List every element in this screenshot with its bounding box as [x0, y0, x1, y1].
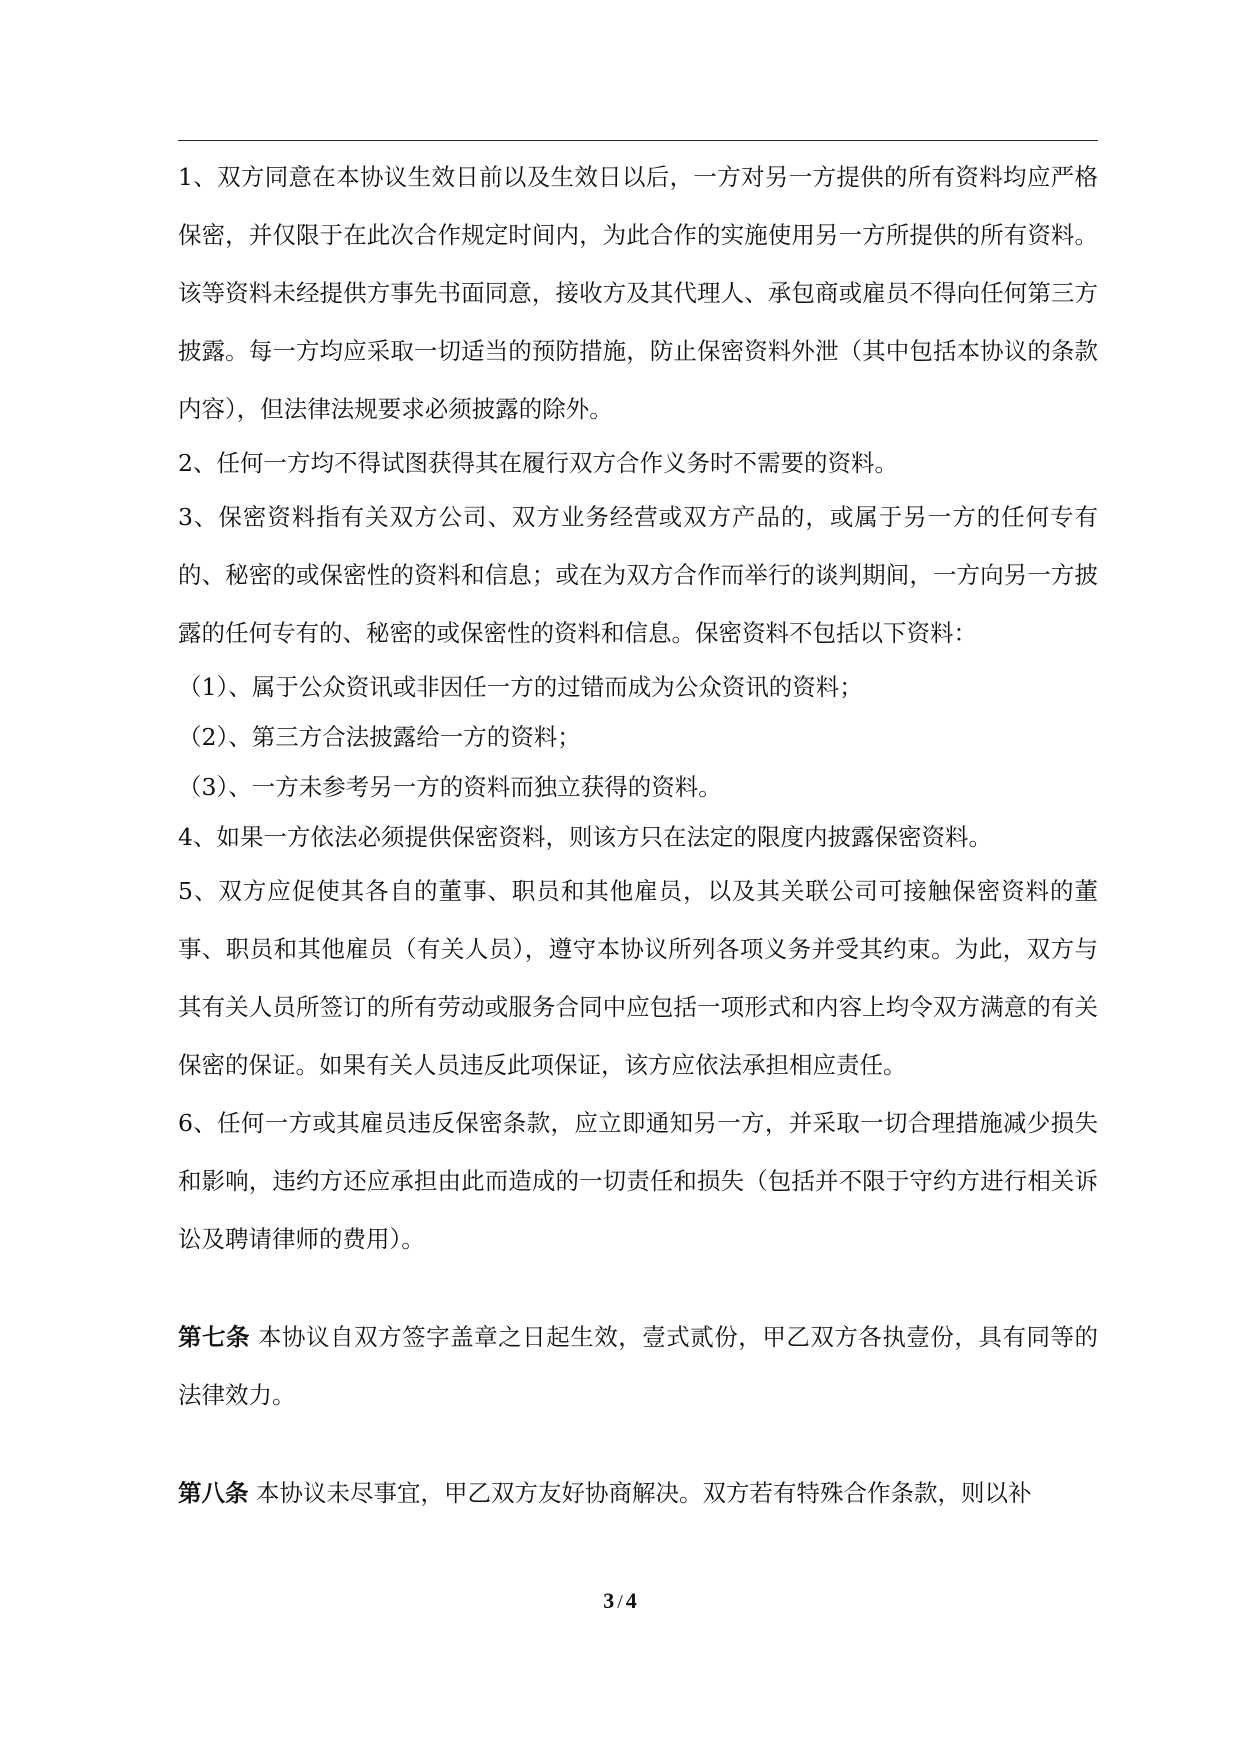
article-7-title: 第七条: [178, 1323, 251, 1351]
clause-3-item-1: （1）、属于公众资讯或非因任一方的过错而成为公众资讯的资料；: [178, 673, 863, 701]
article-8: [178, 1464, 1098, 1522]
page-separator: /: [617, 1591, 623, 1613]
clause-4: 4、如果一方依法必须提供保密资料，则该方只在法定的限度内披露保密资料。: [178, 823, 992, 851]
document-body: [178, 148, 1098, 1522]
page-current: 3: [603, 1588, 615, 1613]
clause-6: 6、任何一方或其雇员违反保密条款，应立即通知另一方，并采取一切合理措施减少损失和影响，违约方还应承担由此而造成的一切责任和损失（包括并不限于守约方进行相关诉讼及聘请律师的费用）。: [178, 1109, 1098, 1253]
page-total: 4: [625, 1588, 637, 1613]
clause-3-item-2: （2）、第三方合法披露给一方的资料；: [178, 723, 581, 751]
page-number: [0, 1588, 1240, 1614]
header-rule: [178, 140, 1098, 141]
clause-3-item-3: （3）、一方未参考另一方的资料而独立获得的资料。: [178, 773, 722, 801]
article-8-text: 本协议未尽事宜，甲乙双方友好协商解决。双方若有特殊合作条款，则以补: [255, 1479, 1032, 1507]
clause-2: 2、任何一方均不得试图获得其在履行双方合作义务时不需要的资料。: [178, 449, 898, 477]
article-7-text: 本协议自双方签字盖章之日起生效，壹式贰份，甲乙双方各执壹份，具有同等的法律效力。: [178, 1323, 1098, 1409]
clause-1: 1、双方同意在本协议生效日前以及生效日以后，一方对另一方提供的所有资料均应严格保密，并仅限于在此次合作规定时间内，为此合作的实施使用另一方所提供的所有资料。该等资料未经提供方事先书面同意，接收方及其代理人、承包商或雇员不得向任何第三方披露。每一方均应采取一切适当的预防措施，防止保密资料外泄（其中包括本协议的条款内容），但法律法规要求必须披露的除外。: [178, 163, 1098, 423]
article-8-title: 第八条: [178, 1479, 249, 1507]
article-7: [178, 1308, 1098, 1424]
clause-3: 3、保密资料指有关双方公司、双方业务经营或双方产品的，或属于另一方的任何专有的、秘密的或保密性的资料和信息；或在为双方合作而举行的谈判期间，一方向另一方披露的任何专有的、秘密的或保密性的资料和信息。保密资料不包括以下资料：: [178, 503, 1098, 647]
clause-5: 5、双方应促使其各自的董事、职员和其他雇员，以及其关联公司可接触保密资料的董事、职员和其他雇员（有关人员），遵守本协议所列各项义务并受其约束。为此，双方与其有关人员所签订的所有劳动或服务合同中应包括一项形式和内容上均令双方满意的有关保密的保证。如果有关人员违反此项保证，该方应依法承担相应责任。: [178, 877, 1098, 1079]
